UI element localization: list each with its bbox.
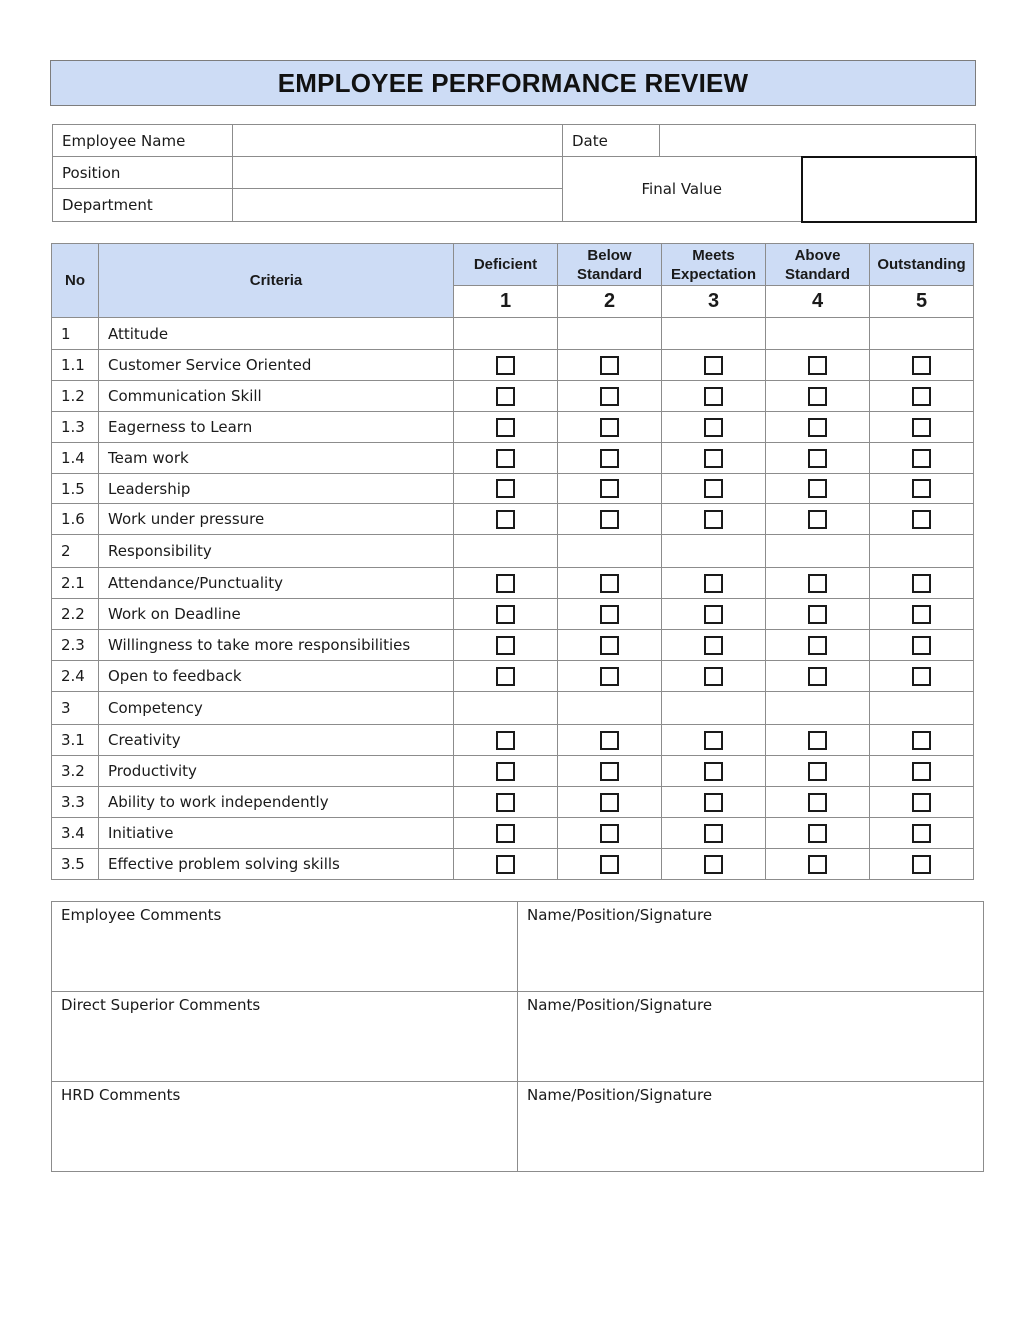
- criteria-name: Effective problem solving skills: [99, 849, 454, 880]
- rating-cell: [766, 692, 870, 725]
- criteria-number: 1.6: [52, 504, 99, 535]
- rating-checkbox[interactable]: [704, 479, 723, 498]
- rating-checkbox[interactable]: [600, 479, 619, 498]
- rating-cell: [662, 692, 766, 725]
- rating-checkbox[interactable]: [912, 667, 931, 686]
- department-label: Department: [53, 189, 233, 222]
- rating-header: Deficient: [454, 244, 558, 286]
- date-field[interactable]: [660, 125, 976, 157]
- criteria-row: [52, 443, 974, 474]
- rating-checkbox[interactable]: [808, 824, 827, 843]
- rating-cell: [766, 630, 870, 661]
- criteria-number: 1.5: [52, 474, 99, 504]
- criteria-number: 3.3: [52, 787, 99, 818]
- rating-checkbox[interactable]: [912, 356, 931, 375]
- page-title: EMPLOYEE PERFORMANCE REVIEW: [277, 67, 749, 98]
- rating-cell: [766, 443, 870, 474]
- rating-checkbox[interactable]: [600, 667, 619, 686]
- criteria-row: [52, 599, 974, 630]
- rating-checkbox[interactable]: [704, 574, 723, 593]
- criteria-row: [52, 756, 974, 787]
- rating-checkbox[interactable]: [496, 356, 515, 375]
- section-name: Competency: [99, 692, 454, 725]
- rating-cell: [766, 474, 870, 504]
- rating-cell: [766, 412, 870, 443]
- rating-checkbox[interactable]: [704, 824, 723, 843]
- rating-checkbox[interactable]: [600, 636, 619, 655]
- rating-cell: [870, 443, 974, 474]
- rating-checkbox[interactable]: [808, 731, 827, 750]
- criteria-number: 3: [52, 692, 99, 725]
- criteria-number: 2.4: [52, 661, 99, 692]
- rating-cell: [662, 818, 766, 849]
- rating-checkbox[interactable]: [496, 479, 515, 498]
- rating-cell: [870, 787, 974, 818]
- rating-cell: [454, 599, 558, 630]
- position-field[interactable]: [233, 157, 563, 189]
- criteria-row: [52, 381, 974, 412]
- criteria-row: [52, 350, 974, 381]
- rating-checkbox[interactable]: [600, 356, 619, 375]
- rating-cell: [662, 443, 766, 474]
- criteria-number: 2.2: [52, 599, 99, 630]
- criteria-rows: [52, 318, 974, 880]
- rating-cell: [870, 630, 974, 661]
- rating-checkbox[interactable]: [496, 636, 515, 655]
- rating-cell: [766, 661, 870, 692]
- criteria-row: [52, 474, 974, 504]
- criteria-name: Customer Service Oriented: [99, 350, 454, 381]
- rating-label-row: [52, 244, 974, 286]
- rating-checkbox[interactable]: [496, 574, 515, 593]
- rating-checkbox[interactable]: [912, 387, 931, 406]
- criteria-number: 2.1: [52, 568, 99, 599]
- criteria-name: Initiative: [99, 818, 454, 849]
- rating-cell: [870, 504, 974, 535]
- comments-table: [51, 901, 984, 1172]
- rating-cell: [870, 818, 974, 849]
- title-bar: [50, 60, 976, 106]
- rating-cell: [454, 443, 558, 474]
- section-name: Attitude: [99, 318, 454, 350]
- criteria-name: Attendance/Punctuality: [99, 568, 454, 599]
- rating-cell: [870, 381, 974, 412]
- rating-checkbox[interactable]: [704, 356, 723, 375]
- rating-checkbox[interactable]: [808, 356, 827, 375]
- no-header: No: [52, 244, 99, 318]
- rating-cell: [662, 535, 766, 568]
- rating-header: Above Standard: [766, 244, 870, 286]
- rating-cell: [454, 474, 558, 504]
- rating-cell: [870, 474, 974, 504]
- rating-cell: [454, 692, 558, 725]
- rating-cell: [766, 381, 870, 412]
- criteria-name: Communication Skill: [99, 381, 454, 412]
- rating-checkbox[interactable]: [704, 387, 723, 406]
- rating-score: 4: [766, 286, 870, 318]
- criteria-row: [52, 818, 974, 849]
- rating-cell: [558, 630, 662, 661]
- rating-cell: [870, 535, 974, 568]
- rating-cell: [558, 350, 662, 381]
- rating-cell: [766, 318, 870, 350]
- rating-checkbox[interactable]: [912, 793, 931, 812]
- rating-checkbox[interactable]: [496, 510, 515, 529]
- rating-checkbox[interactable]: [704, 449, 723, 468]
- rating-cell: [870, 568, 974, 599]
- rating-checkbox[interactable]: [496, 387, 515, 406]
- rating-score: 5: [870, 286, 974, 318]
- rating-cell: [766, 787, 870, 818]
- rating-checkbox[interactable]: [912, 824, 931, 843]
- criteria-name: Productivity: [99, 756, 454, 787]
- comment-row: [52, 902, 984, 992]
- rating-cell: [558, 381, 662, 412]
- rating-checkbox[interactable]: [912, 762, 931, 781]
- section-row: [52, 692, 974, 725]
- rating-cell: [766, 350, 870, 381]
- rating-checkbox[interactable]: [600, 510, 619, 529]
- signature-label: Name/Position/Signature: [527, 906, 713, 924]
- rating-cell: [454, 661, 558, 692]
- criteria-name: Leadership: [99, 474, 454, 504]
- rating-checkbox[interactable]: [600, 418, 619, 437]
- rating-header: Meets Expectation: [662, 244, 766, 286]
- rating-checkbox[interactable]: [912, 449, 931, 468]
- rating-checkbox[interactable]: [808, 479, 827, 498]
- rating-checkbox[interactable]: [496, 605, 515, 624]
- rating-cell: [662, 381, 766, 412]
- rating-cell: [870, 692, 974, 725]
- rating-cell: [766, 568, 870, 599]
- criteria-number: 1.3: [52, 412, 99, 443]
- rating-checkbox[interactable]: [496, 731, 515, 750]
- rating-checkbox[interactable]: [496, 762, 515, 781]
- criteria-row: [52, 568, 974, 599]
- rating-checkbox[interactable]: [704, 731, 723, 750]
- section-row: [52, 318, 974, 350]
- rating-cell: [454, 725, 558, 756]
- rating-checkbox[interactable]: [808, 510, 827, 529]
- rating-cell: [662, 599, 766, 630]
- rating-checkbox[interactable]: [808, 387, 827, 406]
- signature-field[interactable]: [518, 992, 984, 1082]
- rating-cell: [870, 725, 974, 756]
- rating-checkbox[interactable]: [704, 793, 723, 812]
- criteria-name: Work under pressure: [99, 504, 454, 535]
- rating-cell: [662, 568, 766, 599]
- employee-name-label: Employee Name: [53, 125, 233, 157]
- criteria-row: [52, 504, 974, 535]
- employee-info-table: [52, 124, 977, 223]
- criteria-number: 3.5: [52, 849, 99, 880]
- comment-field[interactable]: [52, 902, 518, 992]
- rating-checkbox[interactable]: [912, 510, 931, 529]
- criteria-number: 3.1: [52, 725, 99, 756]
- criteria-number: 2.3: [52, 630, 99, 661]
- rating-checkbox[interactable]: [912, 855, 931, 874]
- section-name: Responsibility: [99, 535, 454, 568]
- comment-field[interactable]: [52, 992, 518, 1082]
- comment-label: HRD Comments: [61, 1086, 181, 1104]
- rating-checkbox[interactable]: [496, 855, 515, 874]
- rating-cell: [454, 787, 558, 818]
- rating-checkbox[interactable]: [808, 762, 827, 781]
- rating-cell: [766, 756, 870, 787]
- section-row: [52, 535, 974, 568]
- criteria-row: [52, 787, 974, 818]
- rating-cell: [662, 412, 766, 443]
- department-field[interactable]: [233, 189, 563, 222]
- rating-cell: [870, 599, 974, 630]
- rating-cell: [558, 443, 662, 474]
- rating-checkbox[interactable]: [912, 574, 931, 593]
- rating-cell: [454, 350, 558, 381]
- rating-cell: [870, 350, 974, 381]
- rating-cell: [454, 756, 558, 787]
- rating-score: 2: [558, 286, 662, 318]
- rating-cell: [870, 756, 974, 787]
- rating-cell: [454, 818, 558, 849]
- rating-cell: [662, 725, 766, 756]
- criteria-name: Open to feedback: [99, 661, 454, 692]
- rating-cell: [766, 599, 870, 630]
- rating-checkbox[interactable]: [496, 793, 515, 812]
- rating-cell: [662, 849, 766, 880]
- rating-checkbox[interactable]: [912, 418, 931, 437]
- final-value-label: Final Value: [563, 157, 802, 222]
- signature-field[interactable]: [518, 1082, 984, 1172]
- rating-cell: [454, 381, 558, 412]
- rating-cell: [454, 318, 558, 350]
- rating-checkbox[interactable]: [808, 605, 827, 624]
- rating-cell: [870, 661, 974, 692]
- rating-cell: [662, 787, 766, 818]
- comment-row: [52, 1082, 984, 1172]
- criteria-name: Willingness to take more responsibilities: [99, 630, 454, 661]
- rating-cell: [766, 849, 870, 880]
- rating-checkbox[interactable]: [496, 418, 515, 437]
- rating-checkbox[interactable]: [704, 855, 723, 874]
- rating-checkbox[interactable]: [704, 762, 723, 781]
- criteria-row: [52, 661, 974, 692]
- rating-checkbox[interactable]: [600, 731, 619, 750]
- criteria-row: [52, 630, 974, 661]
- rating-cell: [558, 412, 662, 443]
- rating-cell: [870, 318, 974, 350]
- criteria-name: Work on Deadline: [99, 599, 454, 630]
- rating-checkbox[interactable]: [600, 387, 619, 406]
- criteria-row: [52, 412, 974, 443]
- rating-cell: [558, 756, 662, 787]
- criteria-row: [52, 725, 974, 756]
- criteria-table: [51, 243, 974, 880]
- comment-field[interactable]: [52, 1082, 518, 1172]
- rating-checkbox[interactable]: [808, 418, 827, 437]
- rating-cell: [558, 599, 662, 630]
- rating-cell: [558, 692, 662, 725]
- comment-label: Employee Comments: [61, 906, 222, 924]
- rating-cell: [662, 474, 766, 504]
- rating-checkbox[interactable]: [808, 855, 827, 874]
- rating-checkbox[interactable]: [496, 824, 515, 843]
- rating-cell: [662, 350, 766, 381]
- rating-checkbox[interactable]: [600, 855, 619, 874]
- position-label: Position: [53, 157, 233, 189]
- employee-name-field[interactable]: [233, 125, 563, 157]
- criteria-name: Eagerness to Learn: [99, 412, 454, 443]
- rating-cell: [558, 318, 662, 350]
- rating-checkbox[interactable]: [704, 636, 723, 655]
- rating-cell: [558, 818, 662, 849]
- rating-checkbox[interactable]: [600, 574, 619, 593]
- rating-cell: [766, 535, 870, 568]
- rating-checkbox[interactable]: [496, 667, 515, 686]
- final-value-field[interactable]: [802, 157, 976, 222]
- criteria-number: 2: [52, 535, 99, 568]
- rating-checkbox[interactable]: [912, 479, 931, 498]
- rating-checkbox[interactable]: [600, 605, 619, 624]
- rating-cell: [454, 412, 558, 443]
- rating-cell: [870, 849, 974, 880]
- rating-cell: [662, 756, 766, 787]
- criteria-number: 1.1: [52, 350, 99, 381]
- rating-cell: [558, 535, 662, 568]
- rating-checkbox[interactable]: [600, 449, 619, 468]
- criteria-number: 1.4: [52, 443, 99, 474]
- rating-checkbox[interactable]: [808, 636, 827, 655]
- rating-cell: [558, 849, 662, 880]
- rating-checkbox[interactable]: [704, 605, 723, 624]
- signature-label: Name/Position/Signature: [527, 1086, 713, 1104]
- rating-checkbox[interactable]: [912, 636, 931, 655]
- rating-cell: [558, 568, 662, 599]
- criteria-number: 1: [52, 318, 99, 350]
- criteria-name: Ability to work independently: [99, 787, 454, 818]
- rating-checkbox[interactable]: [600, 793, 619, 812]
- rating-checkbox[interactable]: [808, 574, 827, 593]
- rating-cell: [454, 849, 558, 880]
- rating-cell: [558, 725, 662, 756]
- signature-field[interactable]: [518, 902, 984, 992]
- rating-cell: [454, 535, 558, 568]
- rating-cell: [766, 818, 870, 849]
- criteria-name: Creativity: [99, 725, 454, 756]
- rating-header: Below Standard: [558, 244, 662, 286]
- rating-cell: [454, 504, 558, 535]
- comment-label: Direct Superior Comments: [61, 996, 261, 1014]
- rating-cell: [766, 725, 870, 756]
- criteria-number: 3.4: [52, 818, 99, 849]
- rating-cell: [662, 661, 766, 692]
- rating-cell: [870, 412, 974, 443]
- rating-cell: [558, 661, 662, 692]
- rating-cell: [766, 504, 870, 535]
- criteria-name: Team work: [99, 443, 454, 474]
- rating-cell: [662, 630, 766, 661]
- rating-cell: [662, 318, 766, 350]
- rating-checkbox[interactable]: [808, 449, 827, 468]
- comment-row: [52, 992, 984, 1082]
- criteria-row: [52, 849, 974, 880]
- rating-checkbox[interactable]: [704, 510, 723, 529]
- criteria-number: 1.2: [52, 381, 99, 412]
- criteria-number: 3.2: [52, 756, 99, 787]
- rating-checkbox[interactable]: [496, 449, 515, 468]
- rating-cell: [662, 504, 766, 535]
- rating-checkbox[interactable]: [808, 793, 827, 812]
- rating-checkbox[interactable]: [600, 762, 619, 781]
- signature-label: Name/Position/Signature: [527, 996, 713, 1014]
- criteria-header: Criteria: [99, 244, 454, 318]
- date-label: Date: [563, 125, 660, 157]
- rating-checkbox[interactable]: [808, 667, 827, 686]
- rating-header: Outstanding: [870, 244, 974, 286]
- rating-checkbox[interactable]: [704, 418, 723, 437]
- rating-checkbox[interactable]: [704, 667, 723, 686]
- rating-cell: [558, 474, 662, 504]
- rating-cell: [454, 630, 558, 661]
- rating-checkbox[interactable]: [912, 731, 931, 750]
- rating-cell: [454, 568, 558, 599]
- rating-cell: [558, 787, 662, 818]
- rating-score: 3: [662, 286, 766, 318]
- rating-score: 1: [454, 286, 558, 318]
- rating-checkbox[interactable]: [912, 605, 931, 624]
- rating-cell: [558, 504, 662, 535]
- rating-checkbox[interactable]: [600, 824, 619, 843]
